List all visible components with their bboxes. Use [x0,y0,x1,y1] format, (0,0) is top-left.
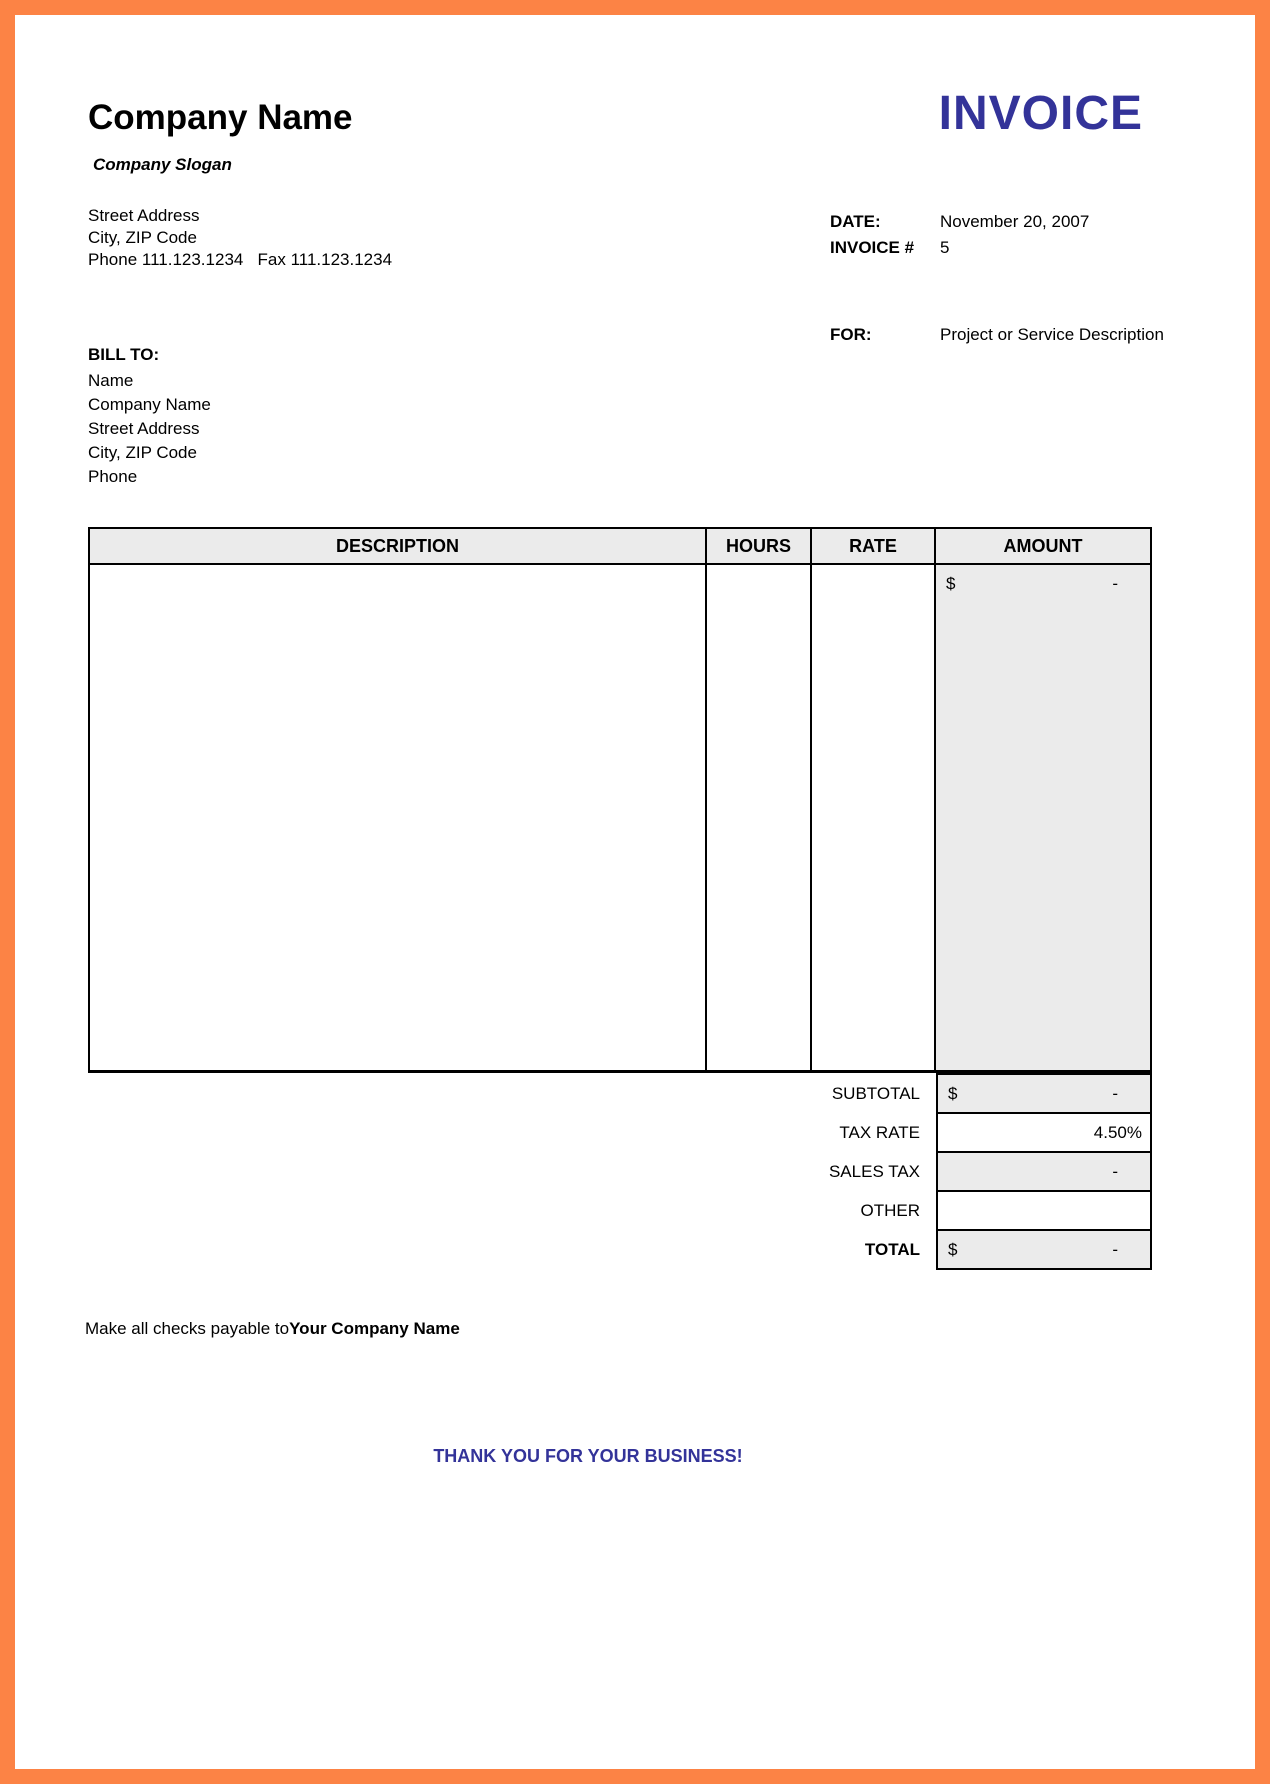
checks-payable-note [85,1317,460,1341]
amount-placeholder-row [936,565,1150,594]
bill-to-phone: Phone [88,467,138,486]
bill-to-city-zip: City, ZIP Code [88,443,197,462]
company-address-line: Street Address [88,206,200,225]
column-header-amount: AMOUNT [1003,535,1083,556]
column-header-hours: HOURS [707,529,812,563]
amount-column [936,565,1150,1070]
company-address [88,205,392,271]
company-address-line: City, ZIP Code [88,228,197,247]
bill-to-name: Name [88,371,134,390]
total-value: - [1112,1239,1118,1259]
checks-payable-name: Your Company Name [289,1319,460,1338]
sales-tax-value: - [1112,1161,1118,1181]
table-header-row [90,529,1150,565]
currency-symbol: $ [948,1239,958,1259]
total-cell [936,1229,1152,1270]
column-header-description: DESCRIPTION [90,529,707,563]
company-name: Company Name [88,98,353,137]
bill-to-street: Street Address [88,419,200,438]
bill-to-company: Company Name [88,395,211,414]
company-slogan: Company Slogan [93,155,232,174]
line-items-table [88,527,1152,1073]
invoice-number-value: 5 [940,238,950,257]
sales-tax-row [88,1151,1152,1192]
for-label: FOR: [830,325,872,344]
column-header-rate: RATE [812,529,936,563]
bill-to-block [88,369,211,489]
currency-symbol: $ [946,574,956,593]
company-phone-fax-line: Phone 111.123.1234 Fax 111.123.1234 [88,250,393,269]
total-label: TOTAL [864,1239,920,1259]
thank-you-note: THANK YOU FOR YOUR BUSINESS! [433,1446,743,1466]
currency-symbol: $ [948,1083,958,1103]
subtotal-value: - [1112,1083,1118,1103]
invoice-title: INVOICE [938,87,1143,140]
amount-placeholder-value: - [1112,574,1118,593]
description-cell [90,565,707,1070]
rate-cell [812,565,936,1070]
other-label: OTHER [860,1200,920,1220]
subtotal-label: SUBTOTAL [831,1083,920,1103]
subtotal-cell [936,1073,1152,1114]
total-row [88,1229,1152,1270]
tax-rate-row [88,1112,1152,1153]
checks-payable-text: Make all checks payable to [85,1319,290,1338]
sales-tax-label: SALES TAX [828,1161,920,1181]
other-row [88,1190,1152,1231]
date-value: November 20, 2007 [940,212,1090,231]
invoice-number-label: INVOICE # [830,238,915,257]
tax-rate-value: 4.50% [1093,1122,1142,1142]
subtotal-row [88,1073,1152,1114]
tax-rate-label: TAX RATE [839,1122,920,1142]
hours-cell [707,565,812,1070]
for-value: Project or Service Description [940,325,1164,344]
other-cell [936,1190,1152,1231]
sales-tax-cell [936,1151,1152,1192]
date-label: DATE: [830,212,881,231]
bill-to-heading: BILL TO: [88,345,160,364]
table-body [90,565,1150,1070]
tax-rate-cell [936,1112,1152,1153]
